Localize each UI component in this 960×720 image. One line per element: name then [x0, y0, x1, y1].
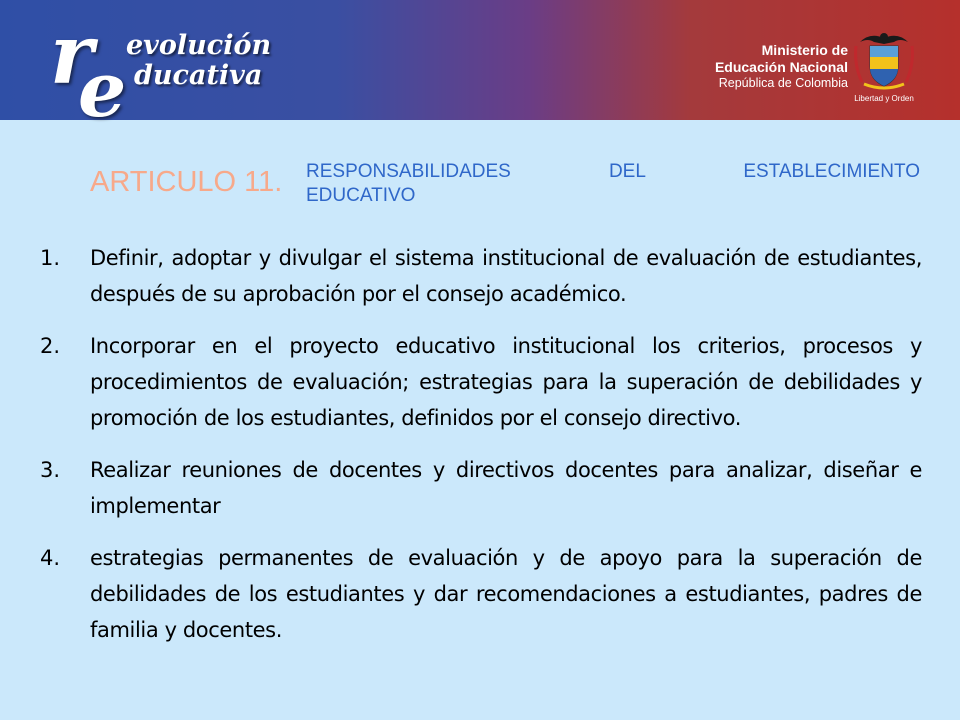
ministry-line-2: Educación Nacional [714, 58, 848, 75]
list-item [40, 328, 922, 436]
logo-letter-r: r [50, 7, 94, 103]
ministry-name [715, 42, 848, 91]
item-text: Definir, adoptar y divulgar el sistema institucional de evaluación de estudiantes, después de su aprobación por el consejo académico. [90, 246, 922, 306]
ministry-line-3: República de Colombia [718, 75, 848, 90]
item-number: 4. [40, 546, 61, 570]
article-subtitle-line-1: RESPONSABILIDADES DEL ESTABLECIMIENTO [306, 161, 920, 182]
list-item [40, 240, 922, 312]
list-item [40, 540, 922, 648]
article-subtitle [306, 160, 920, 208]
responsibilities-list [40, 240, 922, 664]
list-item [40, 452, 922, 524]
logo-word-educativa: ducativa [134, 60, 263, 91]
revolucion-educativa-logo [48, 7, 288, 134]
item-number: 1. [40, 246, 61, 270]
item-number: 3. [40, 458, 61, 482]
item-text: estrategias permanentes de evaluación y de apoyo para la superación de debilidades de los estudiantes y dar recomendaciones a estudiantes, padres de familia y docentes. [90, 546, 922, 642]
article-subtitle-line-2: EDUCATIVO [306, 184, 416, 206]
item-text: Realizar reuniones de docentes y directivos docentes para analizar, diseñar e implementar [90, 458, 922, 518]
header-banner [0, 0, 960, 134]
logo-letter-e: e [78, 45, 127, 134]
item-text: Incorporar en el proyecto educativo institucional los criterios, procesos y procedimientos de evaluación; estrategias para la superación de debilidades y promoción de los estudiantes, definidos por el consejo directivo. [90, 334, 922, 430]
crest-motto: Libertad y Orden [854, 94, 914, 103]
logo-word-revolucion: evolución [126, 30, 272, 61]
colombia-coat-of-arms-icon [850, 26, 918, 90]
ministry-line-1: Ministerio de [761, 42, 848, 58]
article-title: ARTICULO 11. [90, 166, 283, 198]
item-number: 2. [40, 334, 61, 358]
